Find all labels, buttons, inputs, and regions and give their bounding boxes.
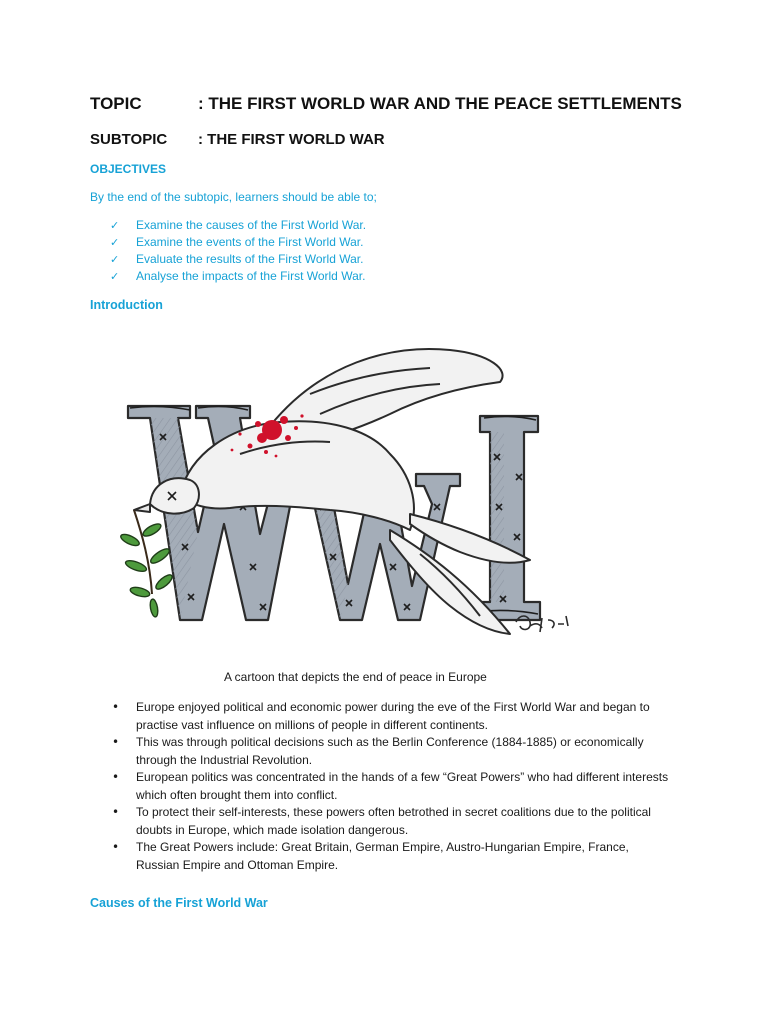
bullet-item <box>112 699 672 734</box>
checkmark-icon: ✓ <box>110 270 120 283</box>
bullet-text: The Great Powers include: Great Britain, German Empire, Austro-Hungarian Empire, France, Russian Empire and Ottoman Empire. <box>136 840 629 872</box>
bullet-icon: • <box>112 840 120 854</box>
bullet-item <box>112 839 672 874</box>
checkmark-icon: ✓ <box>110 253 120 266</box>
subtopic-heading <box>90 131 385 148</box>
subtopic-label: SUBTOPIC <box>90 131 168 148</box>
bullet-icon: • <box>112 770 120 784</box>
image-caption: A cartoon that depicts the end of peace in Europe <box>224 670 487 684</box>
objective-item <box>110 268 366 285</box>
objective-item <box>110 217 366 234</box>
introduction-heading: Introduction <box>90 298 163 312</box>
objective-item <box>110 251 366 268</box>
objective-item <box>110 234 366 251</box>
introduction-bullet-list <box>112 699 672 874</box>
bullet-icon: • <box>112 735 120 749</box>
bullet-item <box>112 804 672 839</box>
checkmark-icon: ✓ <box>110 236 120 249</box>
bullet-text: To protect their self-interests, these powers often betrothed in secret coalitions due to the political doubts in Europe, which made isolation dangerous. <box>136 805 651 837</box>
topic-heading <box>90 94 682 114</box>
subtopic-value: : THE FIRST WORLD WAR <box>198 131 385 148</box>
objectives-intro: By the end of the subtopic, learners should be able to; <box>90 190 377 204</box>
topic-value: : THE FIRST WORLD WAR AND THE PEACE SETTLEMENTS <box>198 94 682 113</box>
objective-text: Examine the causes of the First World War. <box>136 218 367 232</box>
objective-text: Analyse the impacts of the First World War. <box>136 269 366 283</box>
bullet-text: European politics was concentrated in the hands of a few “Great Powers” who had different interests which often brought them into conflict. <box>136 770 669 802</box>
bullet-icon: • <box>112 805 120 819</box>
bullet-text: This was through political decisions such as the Berlin Conference (1884-1885) or economically through the Industrial Revolution. <box>136 735 644 767</box>
topic-label: TOPIC <box>90 94 142 113</box>
causes-heading: Causes of the First World War <box>90 896 268 910</box>
objective-text: Evaluate the results of the First World War. <box>136 252 364 266</box>
letter-i <box>474 416 540 620</box>
bullet-text: Europe enjoyed political and economic power during the eve of the First World War and began to practise vast influence on millions of people in different continents. <box>136 700 650 732</box>
objectives-list <box>110 217 366 285</box>
objectives-heading: OBJECTIVES <box>90 162 167 176</box>
checkmark-icon: ✓ <box>110 219 120 232</box>
bullet-item <box>112 734 672 769</box>
bullet-item <box>112 769 672 804</box>
objective-text: Examine the events of the First World War. <box>136 235 364 249</box>
wwi-cartoon-image <box>90 334 600 652</box>
bullet-icon: • <box>112 700 120 714</box>
